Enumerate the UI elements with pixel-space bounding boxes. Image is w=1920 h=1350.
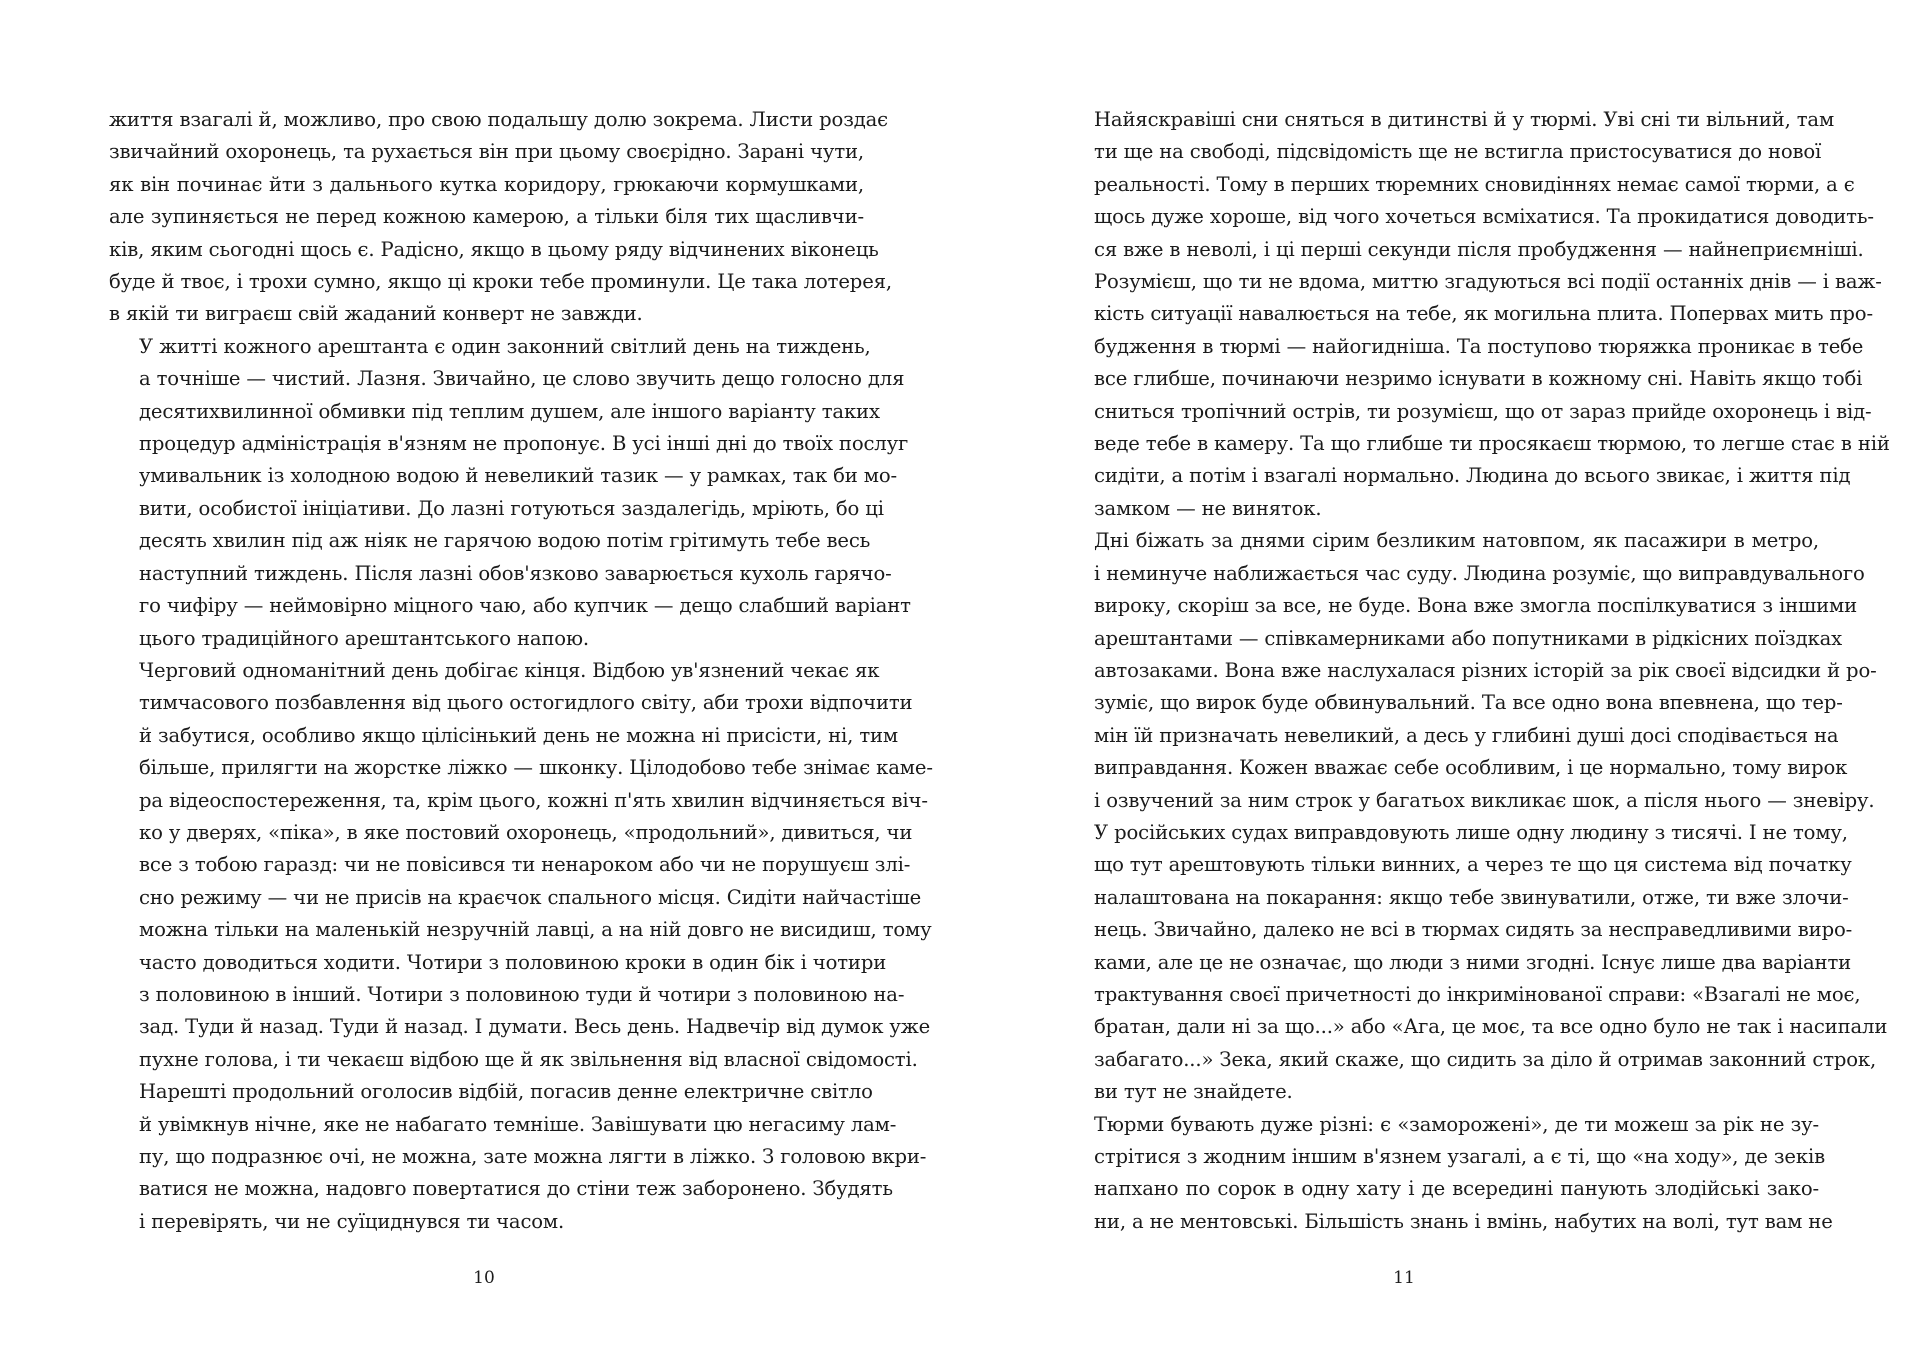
page-number-right: 11 [1393, 1268, 1415, 1288]
left-paragraph-1: життя взагалі й, можливо, про свою подальшу долю зокрема. Листи роздає звичайний охоронець, та рухається він при цьому своєрідно. Заранi чути, як він починає йти з дальнього кутка коридору, грюкаючи кормушками, але зупиняється не перед кожною камерою, а тільки біля тих щасливчи- ків, яким сьогодні щось є. Радісно, якщо в цьому ряду відчинених віконець буде й твоє, і трохи сумно, якщо ці кроки тебе проминули. Це така лотерея, в якій ти виграєш свій жаданий конверт не завжди. [109, 108, 892, 326]
right-page-text [1064, 104, 1890, 1238]
page-number-left: 10 [473, 1268, 495, 1288]
right-paragraph-1: Найяскравіші сни сняться в дитинстві й у тюрмі. Уві сні ти вільний, там ти ще на свободі, підсвідомість ще не встигла пристосуватися до нової реальності. Тому в перших тюремних сновидіннях немає самої тюрми, а є щось дуже хороше, від чого хочеться всміхатися. Та прокидатися доводить- ся вже в неволі, і ці перші секунди після пробудження — найнеприємніші. Розумієш, що ти не вдома, миттю згадуються всі події останніх днів — і важ- кість ситуації навалюється на тебе, як могильна плита. Попервах мить про- будження в тюрмі — найогидніша. Та поступово тюряжка проникає в тебе все глибше, починаючи незримо існувати в кожному сні. Навіть якщо тобі сниться тропічний острів, ти розумієш, що от зараз прийде охоронець і від- веде тебе в камеру. Та що глибше ти просякаєш тюрмою, то легше стає в ній сидіти, а потім і взагалі нормально. Людина до всього звикає, і життя під замком — не виняток. [1094, 108, 1890, 520]
left-paragraph-3: Черговий одноманітний день добігає кінця. Відбою ув'язнений чекає як тимчасового позбавлення від цього остогидлого світу, аби трохи відпочити й забутися, особливо якщо цілісінький день не можна ні присісти, ні, тим більше, прилягти на жорстке ліжко — шконку. Цілодобово тебе знімає каме- ра відеоспостереження, та, крім цього, кожні п'ять хвилин відчиняється віч- ко у дверях, «піка», в яке постовий охоронець, «продольний», дивиться, чи все з тобою гаразд: чи не повісився ти ненароком або чи не порушуєш злі- сно режиму — чи не присів на краєчок спального місця. Сидіти найчастіше можна тільки на маленькій незручній лавці, а на ній довго не висидиш, тому часто доводиться ходити. Чотири з половиною кроки в один бік і чотири з половиною в інший. Чотири з половиною туди й чотири з половиною на- зад. Туди й назад. Туди й назад. І думати. Весь день. Надвечір від думок уже пухне голова, і ти чекаєш відбою ще й як звільнення від власної свідомості. [139, 658, 933, 1071]
left-page-text [109, 104, 933, 1238]
right-page [960, 0, 1920, 1350]
right-paragraph-3: Тюрми бувають дуже різні: є «заморожені», де ти можеш за рік не зу- стрітися з жодним іншим в'язнем узагалі, а є ті, що «на ходу», де зеків напхано по сорок в одну хату і де всередині панують злодійські зако- ни, а не ментовські. Більшість знань і вмінь, набутих на волі, тут вам не [1094, 1112, 1833, 1233]
left-paragraph-2: У житті кожного арештанта є один законний світлий день на тиждень, а точніше — чистий. Лазня. Звичайно, це слово звучить дещо голосно для десятихвилинної обмивки під теплим душем, але іншого варіанту таких процедур адміністрація в'язням не пропонує. В усі інші дні до твоїх послуг умивальник із холодною водою й невеликий тазик — у рамках, так би мо- вити, особистої ініціативи. До лазні готуються заздалегідь, мріють, бо ці десять хвилин під аж ніяк не гарячою водою потім грітимуть тебе весь наступний тиждень. Після лазні обов'язково заварюється кухоль гарячо- го чифіру — неймовірно міцного чаю, або купчик — дещо слабший варіант цього традиційного арештантського напою. [139, 334, 911, 650]
left-paragraph-4: Нарешті продольний оголосив відбій, погасив денне електричне світло й увімкнув нічне, яке не набагато темніше. Завішувати цю негасиму лам- пу, що подразнює очі, не можна, зате можна лягти в ліжко. З головою вкри- ватися не можна, надовго повертатися до стіни теж заборонено. Збудять і перевірять, чи не суїциднувся ти часом. [139, 1080, 927, 1233]
right-paragraph-2: Дні біжать за днями сірим безликим натовпом, як пасажири в метро, і неминуче наближається час суду. Людина розуміє, що виправдувального вироку, скоріш за все, не буде. Вона вже змогла поспілкуватися з іншими арештантами — співкамерниками або попутниками в рідкісних поїздках автозаками. Вона вже наслухалася різних історій за рік своєї відсидки й ро- зуміє, що вирок буде обвинувальний. Та все одно вона впевнена, що тер- мін їй призначать невеликий, а десь у глибині душі досі сподівається на виправдання. Кожен вважає себе особливим, і це нормально, тому вирок і озвучений за ним строк у багатьох викликає шок, а після нього — зневіру. У російських судах виправдовують лише одну людину з тисячі. І не тому, що тут арештовують тільки винних, а через те що ця система від початку налаштована на покарання: якщо тебе звинуватили, отже, ти вже злочи- нець. Звичайно, далеко не всі в тюрмах сидять за несправедливими виро- ками, але це не означає, що люди з ними згодні. Існує лише два варіанти трактування своєї причетності до інкримінованої справи: «Взагалі не моє, братан, дали ні за що...» або «Ага, це моє, та все одно було не так і насипали забагато...» Зека, який скаже, що сидить за діло й отримав законний строк, ви тут не знайдете. [1094, 529, 1888, 1104]
